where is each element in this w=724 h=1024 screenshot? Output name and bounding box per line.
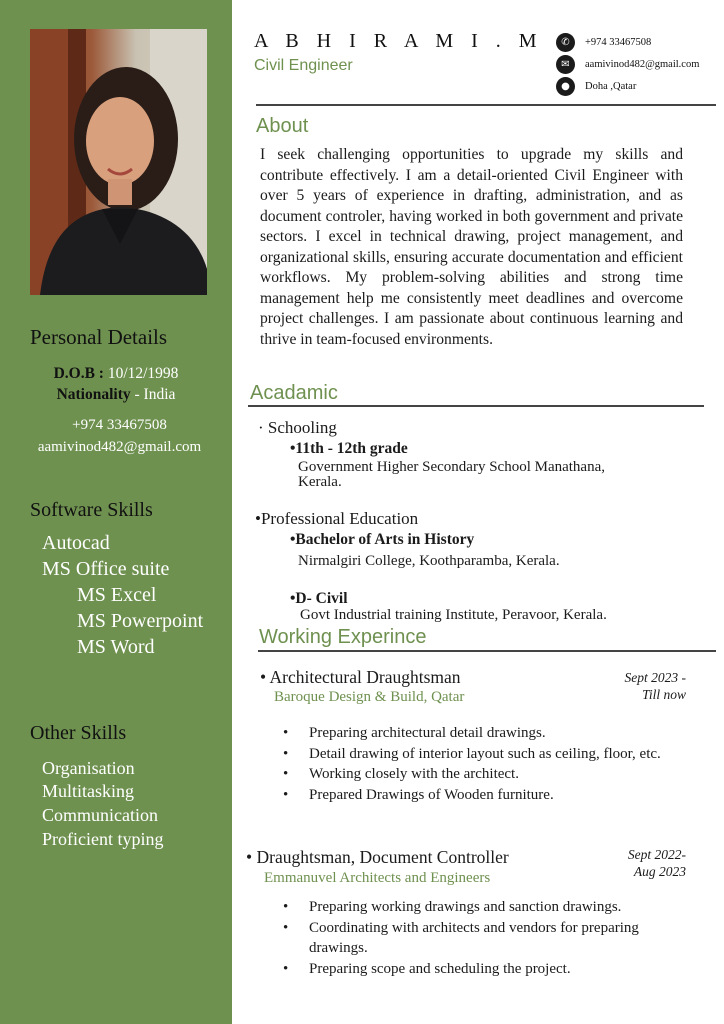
candidate-role: Civil Engineer bbox=[254, 57, 353, 74]
email-icon: ✉ bbox=[556, 55, 575, 74]
school-degree: •11th - 12th grade bbox=[290, 440, 408, 457]
school-state: Kerala. bbox=[298, 474, 342, 490]
contact-email-text: aamivinod482@gmail.com bbox=[585, 58, 700, 70]
personal-details-heading: Personal Details bbox=[30, 325, 168, 349]
candidate-name: A B H I R A M I . M bbox=[254, 30, 544, 52]
dob-label: D.O.B : bbox=[53, 365, 104, 382]
job-bullet: • Coordinating with architects and vendors for preparing drawings. bbox=[283, 918, 683, 959]
software-skill-item: MS Office suite bbox=[42, 558, 170, 580]
sidebar-email[interactable]: aamivinod482@gmail.com bbox=[37, 439, 202, 455]
other-skill-item: Multitasking bbox=[42, 781, 135, 801]
diploma-institute: Govt Industrial training Institute, Peravoor, Kerala. bbox=[300, 607, 607, 623]
job-date-start: Sept 2023 - bbox=[624, 670, 686, 685]
job-date bbox=[600, 846, 686, 880]
job-company: Emmanuvel Architects and Engineers bbox=[264, 870, 491, 886]
experience-heading: Working Experince bbox=[259, 626, 427, 648]
nationality-value: - India bbox=[130, 386, 176, 403]
job-company: Baroque Design & Build, Qatar bbox=[274, 689, 465, 705]
experience-divider bbox=[258, 650, 716, 652]
job-bullet: • Preparing scope and scheduling the project. bbox=[283, 959, 683, 980]
sidebar-phone[interactable]: +974 33467508 bbox=[72, 417, 167, 433]
contact-location-text: Doha ,Qatar bbox=[585, 80, 637, 92]
software-skill-item: MS Excel bbox=[77, 584, 157, 606]
professional-education-label: •Professional Education bbox=[255, 509, 419, 528]
phone-icon: ✆ bbox=[556, 33, 575, 52]
ba-degree: •Bachelor of Arts in History bbox=[290, 531, 475, 548]
software-skill-item: Autocad bbox=[42, 532, 110, 554]
job-title: • Draughtsman, Document Controller bbox=[246, 847, 509, 867]
header-divider bbox=[256, 104, 716, 106]
job-bullets bbox=[283, 723, 683, 805]
dob-value: 10/12/1998 bbox=[107, 365, 179, 382]
academic-divider bbox=[248, 405, 704, 407]
academic-heading: Acadamic bbox=[250, 382, 338, 404]
job-bullet: • Preparing architectural detail drawings. bbox=[283, 723, 683, 744]
nationality-line bbox=[0, 386, 232, 404]
other-skill-item: Communication bbox=[42, 805, 158, 825]
job-bullet: • Prepared Drawings of Wooden furniture. bbox=[283, 785, 683, 806]
profile-photo bbox=[30, 29, 207, 295]
job-bullet: • Working closely with the architect. bbox=[283, 764, 683, 785]
nationality-label: Nationality bbox=[56, 386, 131, 403]
location-pin-icon: ● bbox=[556, 77, 575, 96]
contact-phone-text: +974 33467508 bbox=[585, 36, 652, 48]
software-skills-heading: Software Skills bbox=[30, 499, 153, 521]
job-date bbox=[600, 669, 686, 703]
ba-college: Nirmalgiri College, Koothparamba, Kerala. bbox=[298, 553, 560, 569]
job-date-end: Till now bbox=[642, 687, 686, 702]
job-bullet: • Preparing working drawings and sanction drawings. bbox=[283, 897, 683, 918]
about-heading: About bbox=[256, 115, 309, 137]
dob-line bbox=[0, 365, 232, 383]
job-bullet: • Detail drawing of interior layout such as ceiling, floor, etc. bbox=[283, 744, 683, 765]
contact-location bbox=[556, 76, 636, 96]
other-skills-heading: Other Skills bbox=[30, 722, 127, 744]
job-date-end: Aug 2023 bbox=[633, 864, 686, 879]
job-date-start: Sept 2022- bbox=[627, 847, 686, 862]
software-skill-item: MS Word bbox=[77, 636, 155, 658]
job-bullets bbox=[283, 897, 683, 979]
other-skill-item: Organisation bbox=[42, 758, 135, 778]
about-paragraph: I seek challenging opportunities to upgrade my skills and contribute effectively. I am a detail-oriented Civil Engineer with over 5 years of experience in drafting, administration, and as document controler, having worked in both government and private sectors. I excel in technical drawing, project management, and organizational skills, ensuring accurate documentation and efficient workflows. My problem-solving abilities and strong time management help me consistently meet deadlines and overcome project challenges. I am passionate about continuous learning and thrive in team-focused environments. bbox=[260, 146, 683, 348]
contact-phone[interactable] bbox=[556, 32, 651, 52]
job-title: • Architectural Draughtsman bbox=[260, 667, 461, 687]
diploma-degree: •D- Civil bbox=[290, 590, 348, 607]
schooling-label: · Schooling bbox=[258, 418, 337, 437]
other-skill-item: Proficient typing bbox=[42, 829, 164, 849]
contact-email[interactable] bbox=[556, 54, 699, 74]
school-name: Government Higher Secondary School Manathana, bbox=[298, 459, 605, 475]
portrait-image bbox=[30, 29, 207, 295]
software-skill-item: MS Powerpoint bbox=[77, 610, 204, 632]
